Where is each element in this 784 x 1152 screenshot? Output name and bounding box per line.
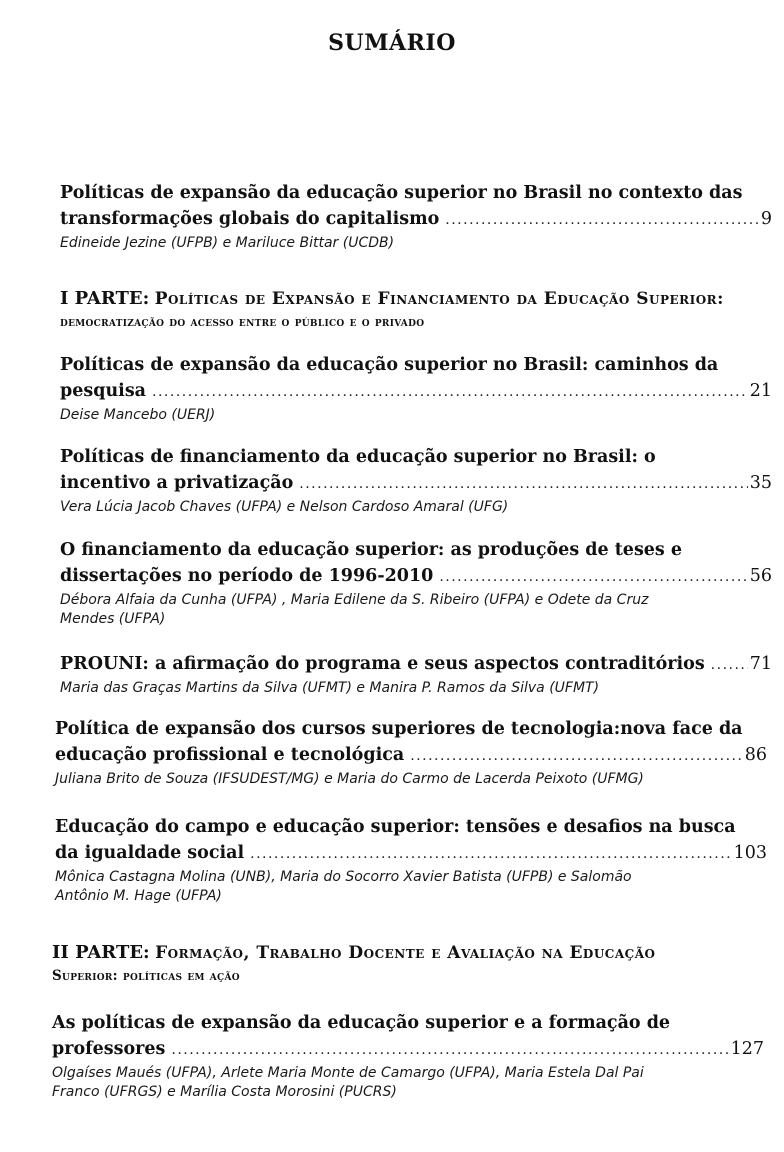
toc-entry-title <box>55 716 767 769</box>
author-line: Edineide Jezine (UFPB) e Mariluce Bittar (UCDB) <box>60 235 395 251</box>
toc-title-line: O financiamento da educação superior: as produções de teses e <box>60 540 683 560</box>
part-label: I PARTE: <box>60 288 150 309</box>
part-heading-1 <box>60 286 772 332</box>
toc-entry-authors <box>55 868 767 906</box>
toc-title-line: da igualdade social <box>55 843 245 863</box>
toc-entry-title <box>52 1010 764 1063</box>
page-number: 9 <box>760 209 772 229</box>
author-line: Deise Mancebo (UERJ) <box>60 407 216 423</box>
toc-title-last-line <box>60 563 772 590</box>
toc-entry-authors <box>60 406 772 425</box>
author-line: Juliana Brito de Souza (IFSUDEST/MG) e Maria do Carmo de Lacerda Peixoto (UFMG) <box>55 771 644 787</box>
toc-entry-authors <box>60 498 772 517</box>
toc-title-line: Política de expansão dos cursos superiores de tecnologia:nova face da <box>55 719 743 739</box>
page-number: 103 <box>733 843 767 863</box>
toc-entry-authors <box>60 234 772 253</box>
toc-title-line: As políticas de expansão da educação superior e a formação de <box>52 1013 671 1033</box>
part-subtitle: Superior: políticas em ação <box>52 968 240 984</box>
toc-title-line: Políticas de expansão da educação superior no Brasil no contexto das <box>60 183 743 203</box>
author-line: Vera Lúcia Jacob Chaves (UFPA) e Nelson Cardoso Amaral (UFG) <box>60 499 509 515</box>
toc-entry-title <box>60 537 772 590</box>
part-heading-2 <box>52 940 764 986</box>
toc-entry-authors <box>60 591 772 629</box>
toc-title-last-line <box>60 378 772 405</box>
toc-entry-title <box>60 651 772 678</box>
page-number: 86 <box>744 745 767 765</box>
toc-entry[interactable] <box>55 716 767 789</box>
author-line: Débora Alfaia da Cunha (UFPA) , Maria Edilene da S. Ribeiro (UFPA) e Odete da Cruz <box>60 592 649 608</box>
page-number: 71 <box>749 654 772 674</box>
toc-title-last-line <box>60 206 772 233</box>
toc-entry-authors <box>52 1064 764 1102</box>
author-line: Maria das Graças Martins da Silva (UFMT) e Manira P. Ramos da Silva (UFMT) <box>60 680 600 696</box>
dot-leader <box>171 1037 728 1063</box>
toc-entry-title <box>55 814 767 867</box>
toc-entry[interactable] <box>55 814 767 906</box>
toc-title-line: dissertações no período de 1996-2010 <box>60 566 434 586</box>
toc-title-line: incentivo a privatização <box>60 473 294 493</box>
page-number: 56 <box>749 566 772 586</box>
toc-entry-title <box>60 444 772 497</box>
dot-leader <box>410 743 742 769</box>
page-number: 21 <box>749 381 772 401</box>
toc-entry-authors <box>60 679 772 698</box>
page-title: SUMÁRIO <box>328 30 456 56</box>
toc-title-line: pesquisa <box>60 381 147 401</box>
toc-title-last-line <box>52 1036 764 1063</box>
toc-title-line: PROUNI: a afirmação do programa e seus aspectos contraditórios <box>60 654 705 674</box>
dot-leader <box>439 564 747 590</box>
page-number: 35 <box>749 473 772 493</box>
toc-title-line: Políticas de financiamento da educação superior no Brasil: o <box>60 447 656 467</box>
toc-title-last-line <box>60 470 772 497</box>
toc-entry[interactable] <box>52 1010 764 1102</box>
toc-entry[interactable] <box>60 537 772 629</box>
toc-title-last-line <box>60 651 772 678</box>
part-subtitle: democratização do acesso entre o público e o privado <box>60 314 425 330</box>
author-line: Mendes (UFPA) <box>60 611 166 627</box>
toc-title-last-line <box>55 840 767 867</box>
toc-entry[interactable] <box>60 352 772 425</box>
author-line: Mônica Castagna Molina (UNB), Maria do Socorro Xavier Batista (UFPB) e Salomão <box>55 869 632 885</box>
dot-leader <box>711 652 748 678</box>
toc-entry-authors <box>55 770 767 789</box>
dot-leader <box>299 471 747 497</box>
author-line: Antônio M. Hage (UFPA) <box>55 888 222 904</box>
page-number: 127 <box>730 1039 764 1059</box>
toc-entry-title <box>60 180 772 233</box>
toc-title-line: educação profissional e tecnológica <box>55 745 405 765</box>
toc-entry[interactable] <box>60 651 772 698</box>
dot-leader <box>445 207 759 233</box>
toc-title-line: Políticas de expansão da educação superior no Brasil: caminhos da <box>60 355 719 375</box>
toc-title-line: transformações globais do capitalismo <box>60 209 440 229</box>
part-title-text: Políticas de Expansão e Financiamento da Educação Superior: <box>154 289 724 309</box>
toc-entry[interactable] <box>60 180 772 253</box>
toc-title-last-line <box>55 742 767 769</box>
author-line: Franco (UFRGS) e Marília Costa Morosini (PUCRS) <box>52 1084 397 1100</box>
toc-title-line: Educação do campo e educação superior: tensões e desafios na busca <box>55 817 736 837</box>
part-title <box>60 286 772 312</box>
author-line: Olgaíses Maués (UFPA), Arlete Maria Monte de Camargo (UFPA), Maria Estela Dal Pai <box>52 1065 644 1081</box>
toc-entry-title <box>60 352 772 405</box>
dot-leader <box>250 841 731 867</box>
part-title-text: Formação, Trabalho Docente e Avaliação na Educação <box>155 943 656 963</box>
dot-leader <box>152 379 748 405</box>
part-title <box>52 940 764 966</box>
toc-title-line: professores <box>52 1039 166 1059</box>
part-label: II PARTE: <box>52 942 150 963</box>
toc-entry[interactable] <box>60 444 772 517</box>
